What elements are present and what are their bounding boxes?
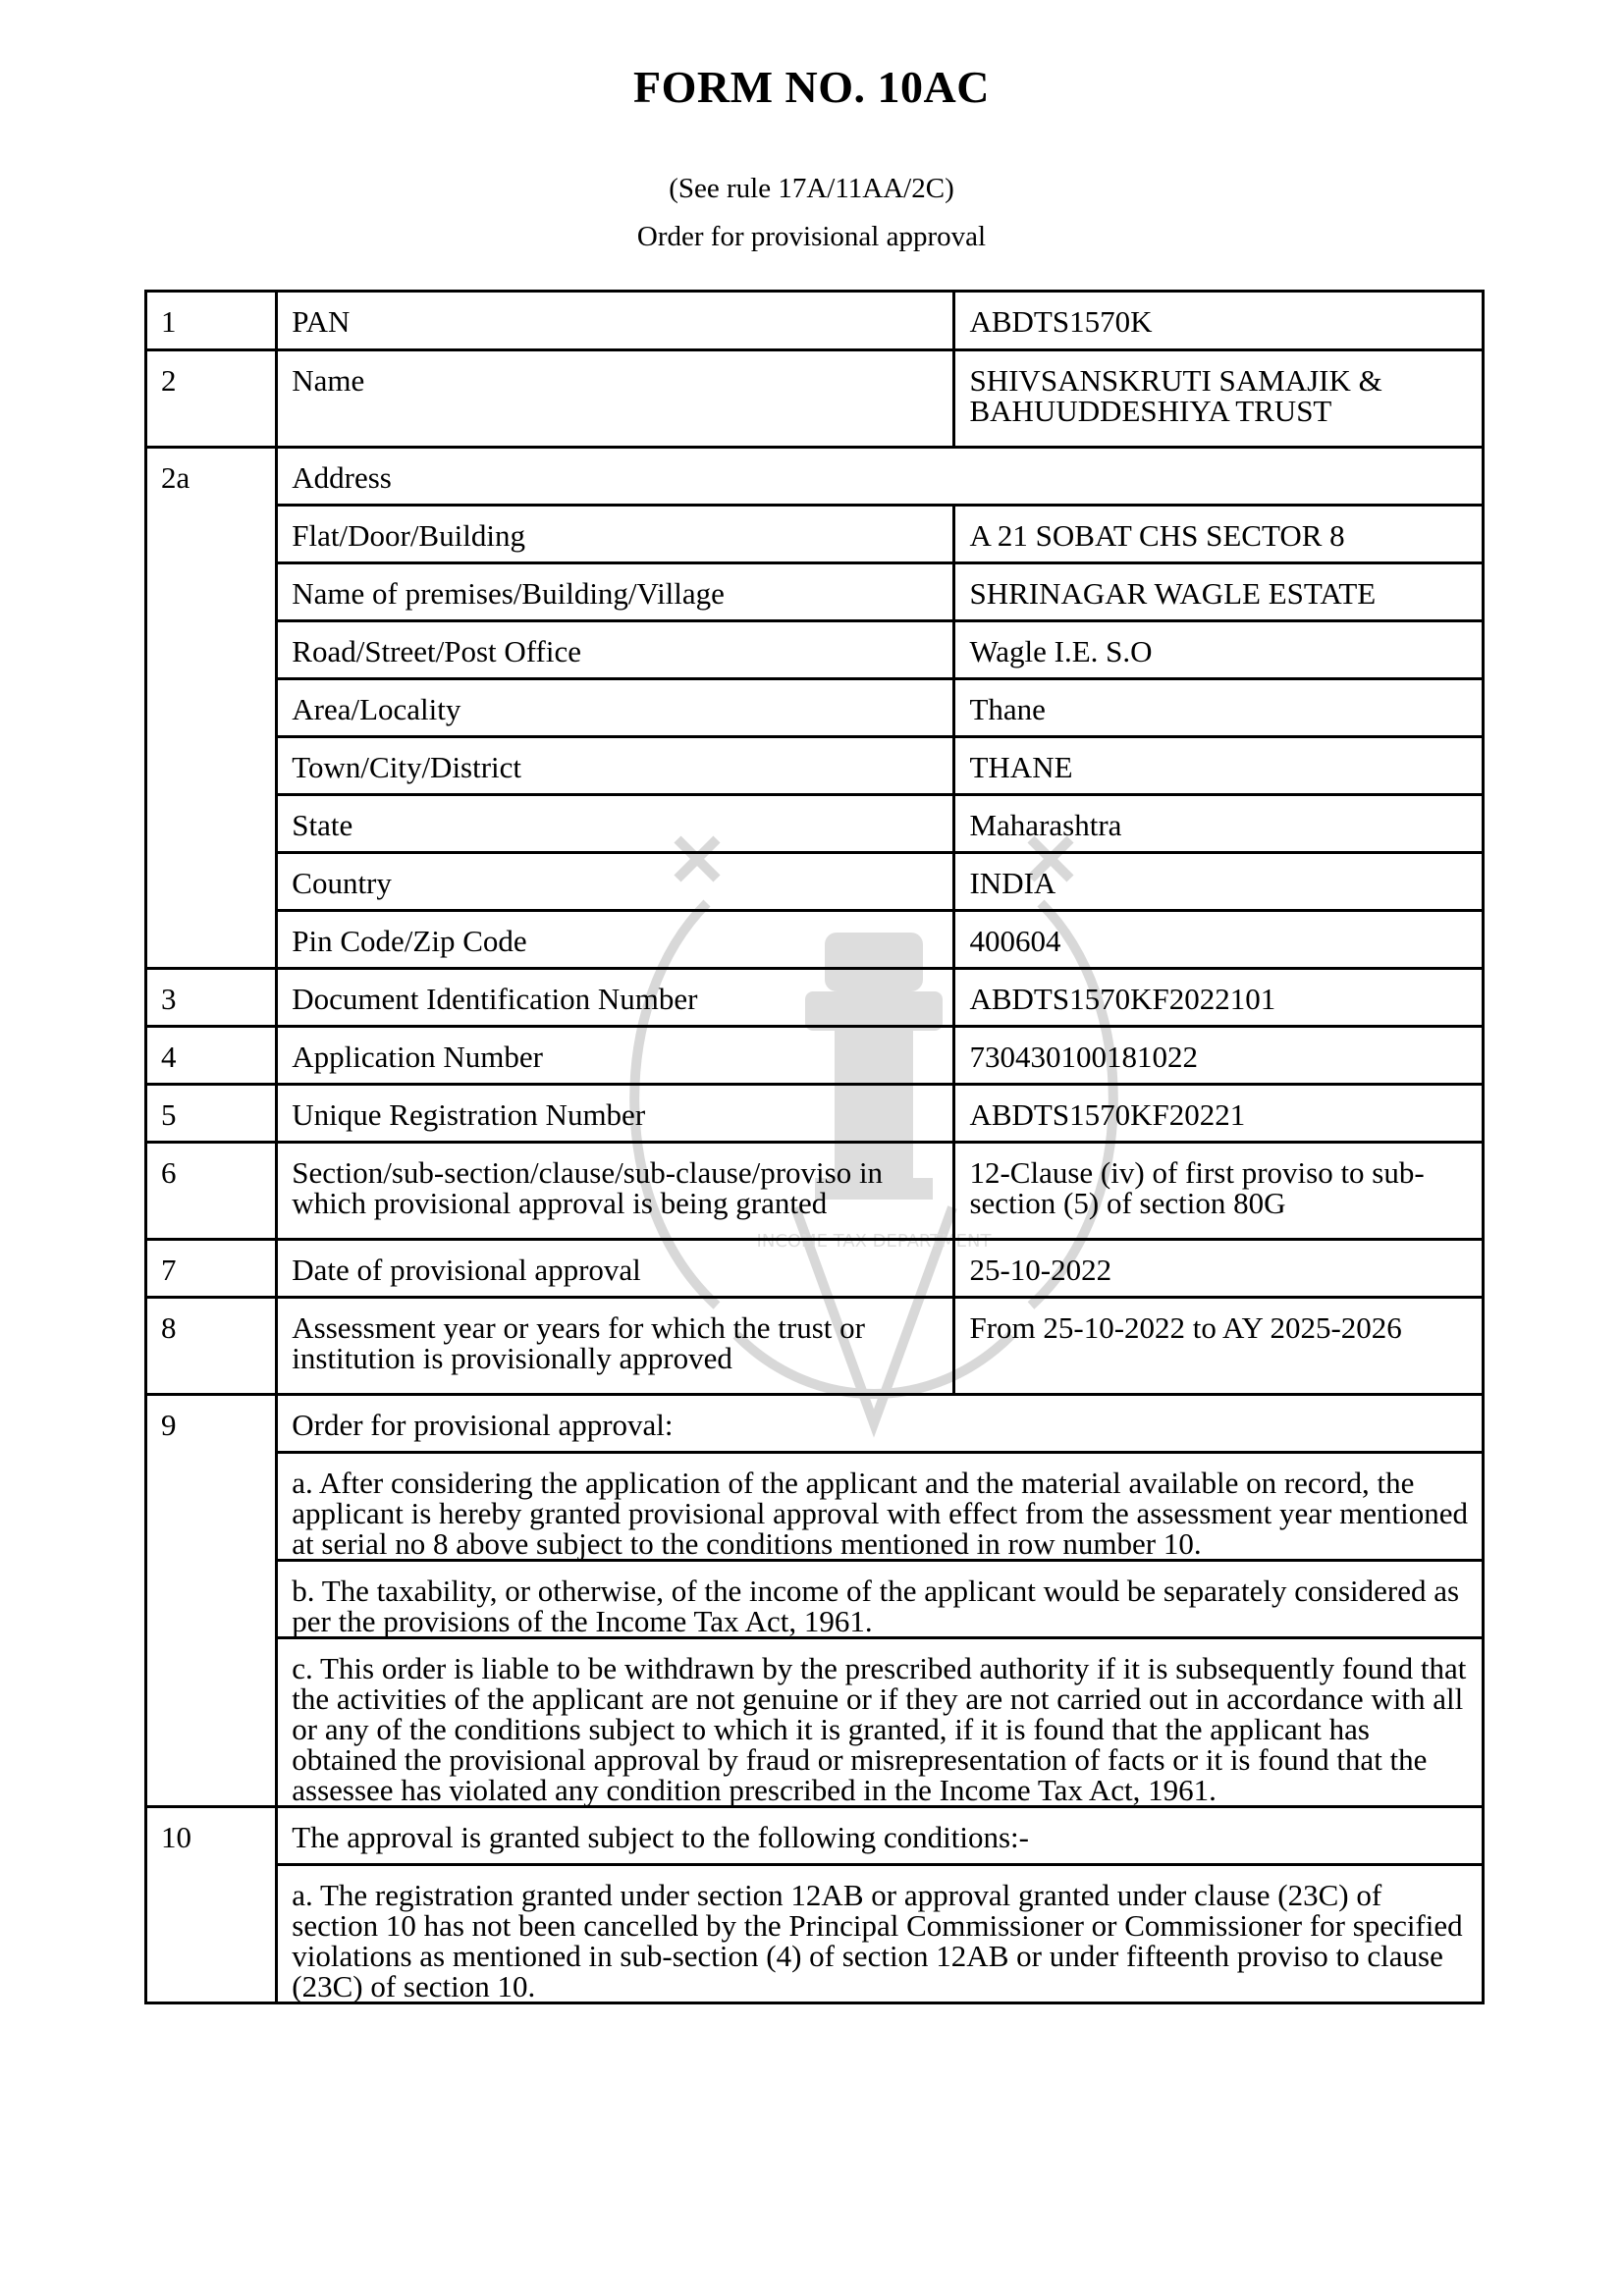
application-number-value: 730430100181022 bbox=[954, 1027, 1484, 1085]
field-label: Application Number bbox=[277, 1027, 954, 1085]
field-label: Name bbox=[277, 350, 954, 448]
serial-number: 5 bbox=[146, 1085, 277, 1143]
row-address-road bbox=[146, 621, 1484, 679]
row-order-para-c bbox=[146, 1638, 1484, 1807]
field-label: Town/City/District bbox=[277, 737, 954, 795]
order-heading: Order for provisional approval: bbox=[277, 1395, 1484, 1453]
pincode-value: 400604 bbox=[954, 911, 1484, 969]
serial-number: 10 bbox=[146, 1807, 277, 2003]
row-order-para-a bbox=[146, 1453, 1484, 1561]
row-name bbox=[146, 350, 1484, 448]
form-title: FORM NO. 10AC bbox=[633, 62, 990, 112]
name-value: SHIVSANSKRUTI SAMAJIK & BAHUUDDESHIYA TRUST bbox=[954, 350, 1484, 448]
svg-text:INCOME TAX DEPARTMENT: INCOME TAX DEPARTMENT bbox=[756, 1231, 992, 1252]
field-label: Assessment year or years for which the trust or institution is provisionally approved bbox=[277, 1298, 954, 1395]
field-label: Date of provisional approval bbox=[277, 1240, 954, 1298]
order-paragraph-b: b. The taxability, or otherwise, of the income of the applicant would be separately considered as per the provisions of the Income Tax Act, 1961. bbox=[277, 1561, 1484, 1638]
order-paragraph-c: c. This order is liable to be withdrawn by the prescribed authority if it is subsequently found that the activities of the applicant are not genuine or if they are not carried out in accordance with all or any of the conditions subject to which it is granted, if it is found that the applicant has obtained the provisional approval by fraud or misrepresentation of facts or it is found that the assessee has violated any condition prescribed in the Income Tax Act, 1961. bbox=[277, 1638, 1484, 1807]
serial-number: 6 bbox=[146, 1143, 277, 1240]
row-pan bbox=[146, 292, 1484, 350]
row-order-header bbox=[146, 1395, 1484, 1453]
address-label: Address bbox=[277, 448, 1484, 506]
approval-details-table bbox=[144, 290, 1485, 2004]
approval-date-value: 25-10-2022 bbox=[954, 1240, 1484, 1298]
row-address-town bbox=[146, 737, 1484, 795]
premises-value: SHRINAGAR WAGLE ESTATE bbox=[954, 563, 1484, 621]
row-section bbox=[146, 1143, 1484, 1240]
row-conditions-para-a bbox=[146, 1865, 1484, 2003]
row-conditions-header bbox=[146, 1807, 1484, 1865]
serial-number: 9 bbox=[146, 1395, 277, 1807]
row-address-flat bbox=[146, 506, 1484, 563]
form-subtitle: Order for provisional approval bbox=[636, 221, 987, 252]
row-address-header bbox=[146, 448, 1484, 506]
section-value: 12-Clause (iv) of first proviso to sub-section (5) of section 80G bbox=[954, 1143, 1484, 1240]
serial-number: 7 bbox=[146, 1240, 277, 1298]
flat-value: A 21 SOBAT CHS SECTOR 8 bbox=[954, 506, 1484, 563]
row-din bbox=[146, 969, 1484, 1027]
assessment-year-value: From 25-10-2022 to AY 2025-2026 bbox=[954, 1298, 1484, 1395]
field-label: Area/Locality bbox=[277, 679, 954, 737]
din-value: ABDTS1570KF2022101 bbox=[954, 969, 1484, 1027]
row-assessment-year bbox=[146, 1298, 1484, 1395]
area-value: Thane bbox=[954, 679, 1484, 737]
row-address-area bbox=[146, 679, 1484, 737]
field-label: State bbox=[277, 795, 954, 853]
field-label: Road/Street/Post Office bbox=[277, 621, 954, 679]
serial-number: 3 bbox=[146, 969, 277, 1027]
row-address-pincode bbox=[146, 911, 1484, 969]
row-address-premises bbox=[146, 563, 1484, 621]
serial-number: 2 bbox=[146, 350, 277, 448]
field-label: Section/sub-section/clause/sub-clause/proviso in which provisional approval is being granted bbox=[277, 1143, 954, 1240]
conditions-heading: The approval is granted subject to the following conditions:- bbox=[277, 1807, 1484, 1865]
serial-number: 2a bbox=[146, 448, 277, 969]
urn-value: ABDTS1570KF20221 bbox=[954, 1085, 1484, 1143]
field-label: PAN bbox=[277, 292, 954, 350]
row-urn bbox=[146, 1085, 1484, 1143]
road-value: Wagle I.E. S.O bbox=[954, 621, 1484, 679]
town-value: THANE bbox=[954, 737, 1484, 795]
serial-number: 8 bbox=[146, 1298, 277, 1395]
row-approval-date bbox=[146, 1240, 1484, 1298]
row-order-para-b bbox=[146, 1561, 1484, 1638]
field-label: Document Identification Number bbox=[277, 969, 954, 1027]
condition-paragraph-a: a. The registration granted under section 12AB or approval granted under clause (23C) of section 10 has not been cancelled by the Principal Commissioner or Commissioner for specified violations as mentioned in sub-section (4) of section 12AB or under fifteenth proviso to clause (23C) of section 10. bbox=[277, 1865, 1484, 2003]
field-label: Country bbox=[277, 853, 954, 911]
pan-value: ABDTS1570K bbox=[954, 292, 1484, 350]
field-label: Name of premises/Building/Village bbox=[277, 563, 954, 621]
field-label: Pin Code/Zip Code bbox=[277, 911, 954, 969]
rule-reference: (See rule 17A/11AA/2C) bbox=[669, 173, 954, 204]
row-address-state bbox=[146, 795, 1484, 853]
order-paragraph-a: a. After considering the application of the applicant and the material available on record, the applicant is hereby granted provisional approval with effect from the assessment year mentioned at serial no 8 above subject to the conditions mentioned in row number 10. bbox=[277, 1453, 1484, 1561]
field-label: Flat/Door/Building bbox=[277, 506, 954, 563]
serial-number: 1 bbox=[146, 292, 277, 350]
serial-number: 4 bbox=[146, 1027, 277, 1085]
row-application-number bbox=[146, 1027, 1484, 1085]
field-label: Unique Registration Number bbox=[277, 1085, 954, 1143]
country-value: INDIA bbox=[954, 853, 1484, 911]
state-value: Maharashtra bbox=[954, 795, 1484, 853]
row-address-country bbox=[146, 853, 1484, 911]
